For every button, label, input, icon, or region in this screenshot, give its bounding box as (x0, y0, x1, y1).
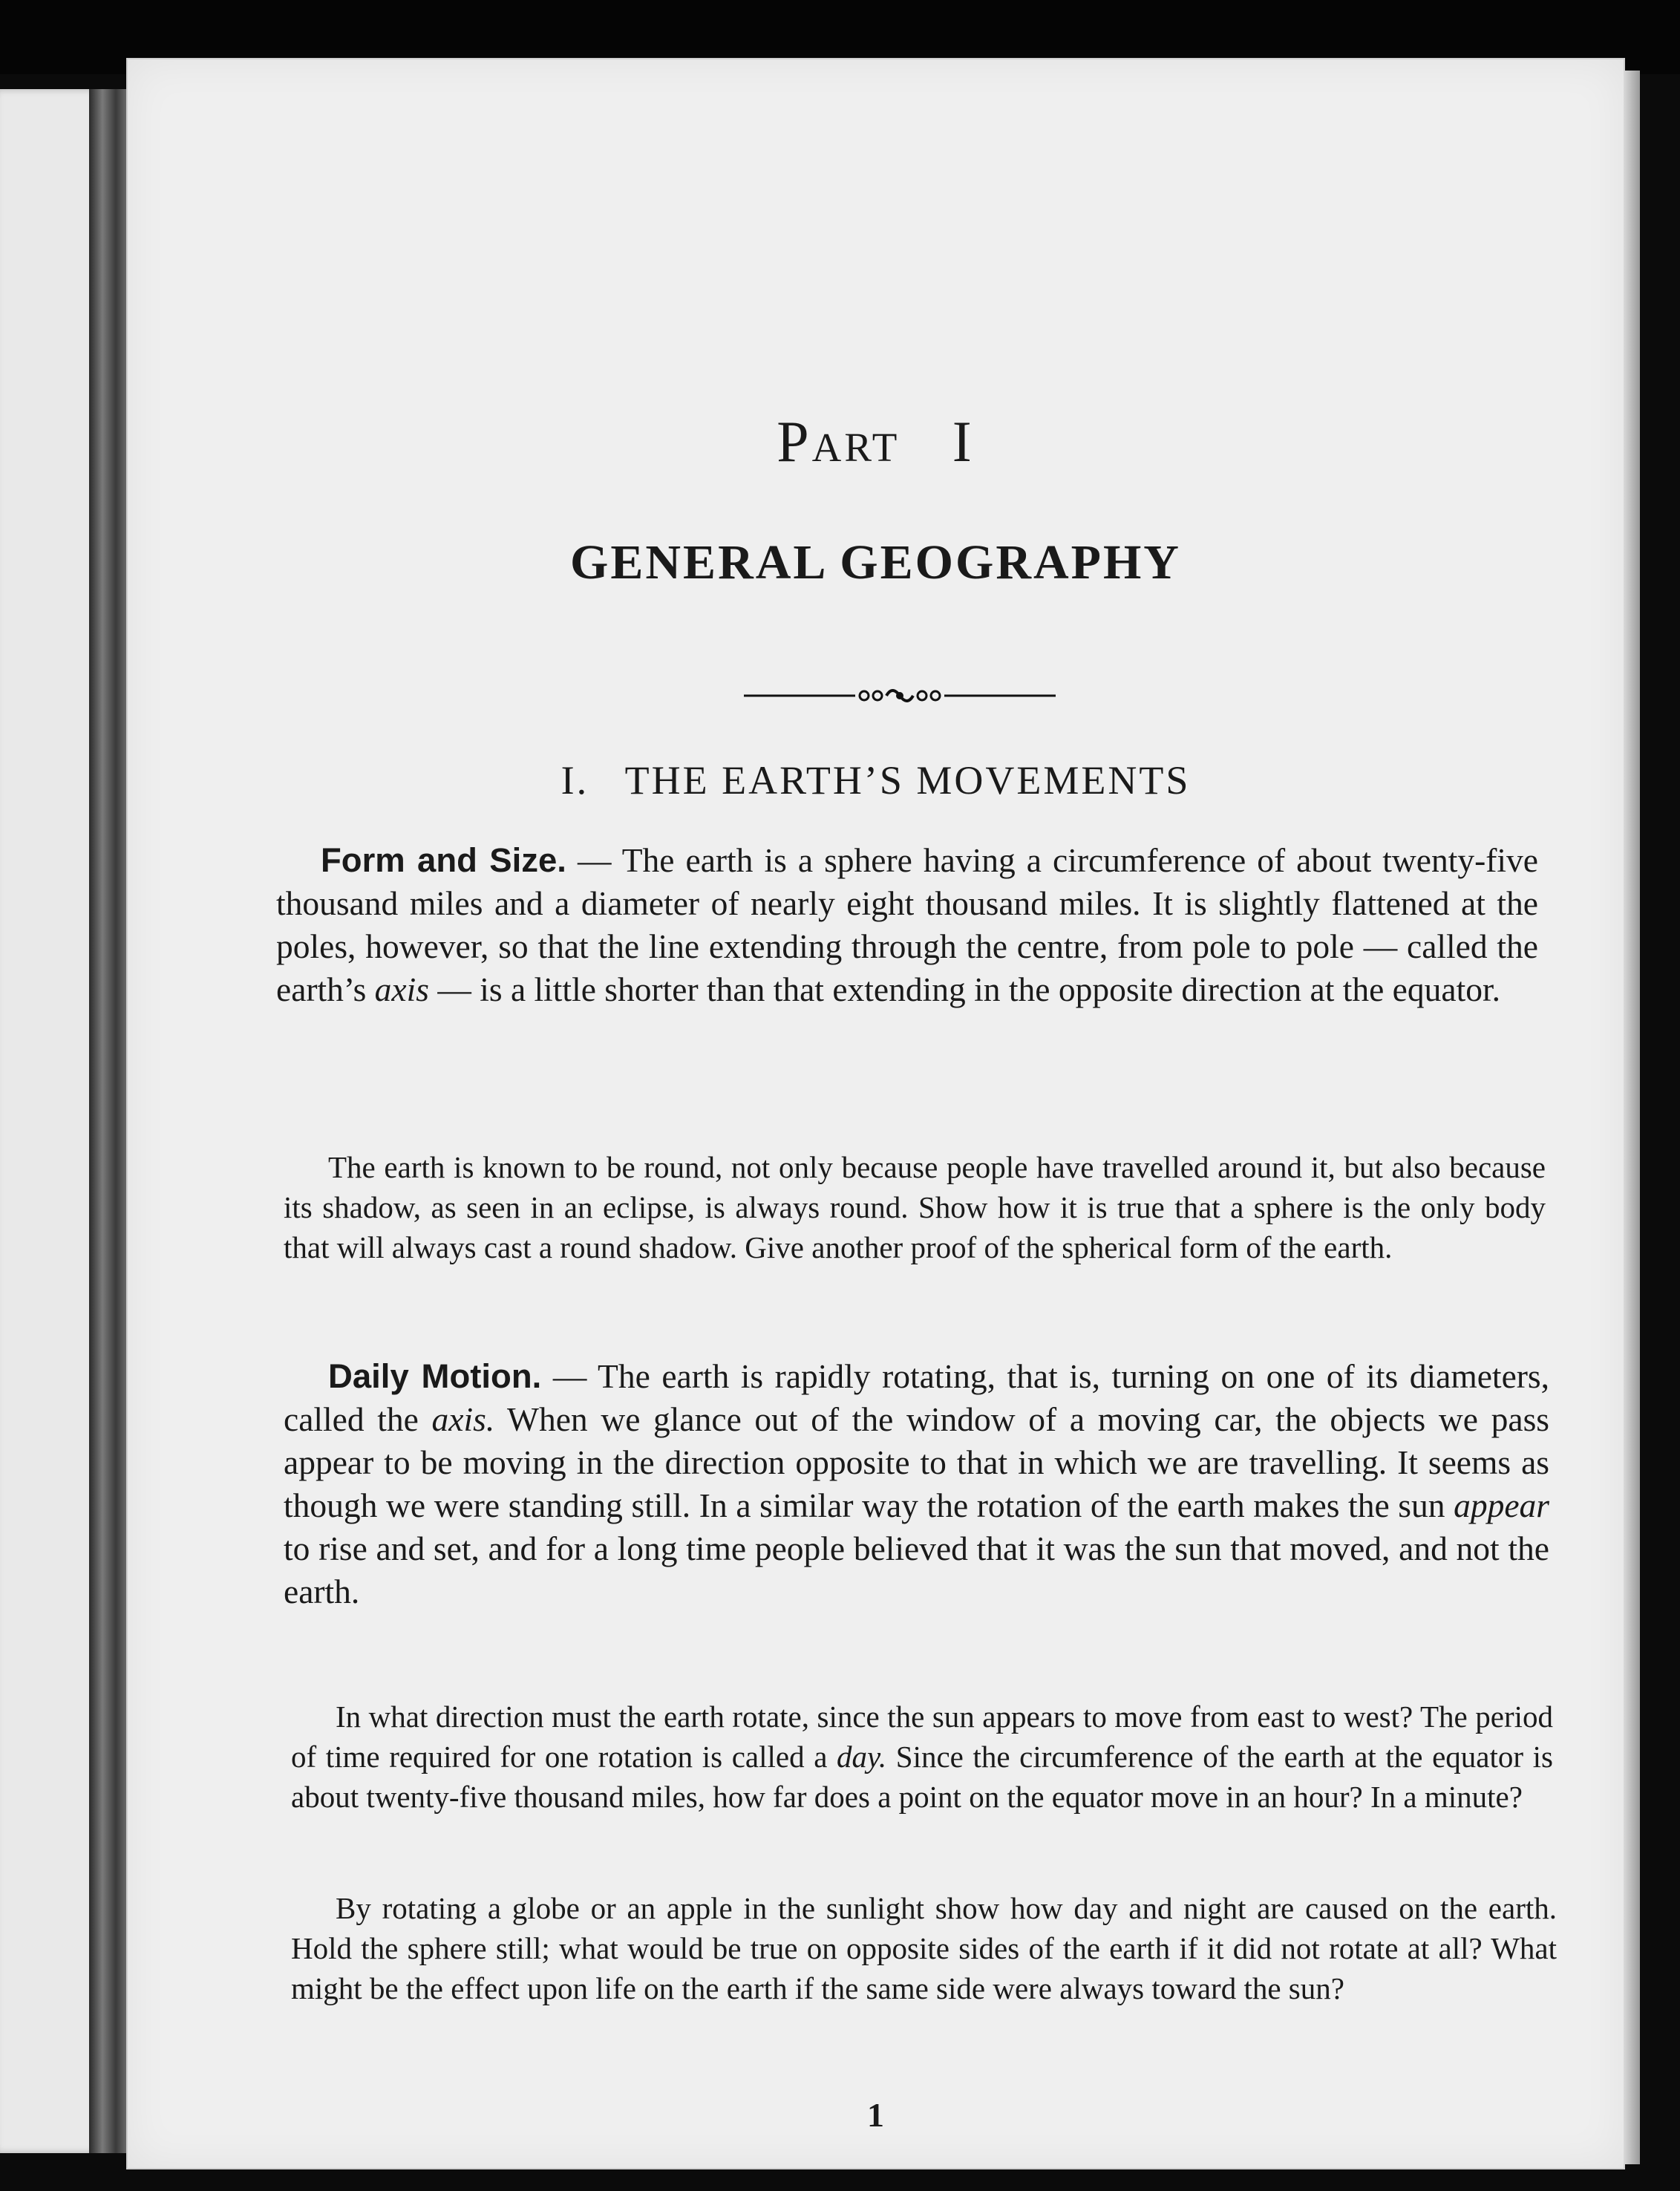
book-page (128, 59, 1624, 2168)
dash: — (566, 841, 622, 879)
daily-note-paragraph-1 (291, 1697, 1553, 1817)
page-stack-edge (1624, 71, 1640, 2164)
emphasis: day. (837, 1740, 887, 1774)
text-run: The earth is known to be round, not only because people have travelled around it, but also because its shadow, as seen in an eclipse, is always round. Show how it is true that a sphere is the only body that will always cast a round shadow. Give another proof of the spherical form of the earth. (284, 1150, 1546, 1264)
text-run: The earth is a sphere having a circumference of about twenty-five thousand miles and a diameter of nearly eight thousand miles. It is slightly flattened at the poles, however, so that the line extending through the centre, from pole to pole — called the earth’s (276, 841, 1538, 1008)
part-heading (128, 408, 1624, 475)
daily-motion-heading: Daily Motion. (328, 1357, 542, 1395)
form-and-size-heading: Form and Size. (321, 841, 566, 879)
text-run: Since the circumference of the earth at the equator is about twenty-five thousand miles, how far does a point on the equator move in an hour? In a minute? (291, 1740, 1553, 1814)
text-run: In what direction must the earth rotate, since the sun appears to move from east to west? The period of time required for one rotation is called a (291, 1699, 1553, 1774)
book-gutter (89, 89, 134, 2153)
part-numeral: I (952, 409, 975, 474)
chapter-name: THE EARTH’S MOVEMENTS (624, 758, 1191, 803)
ornament-divider-icon (744, 683, 1056, 708)
daily-motion-paragraph (284, 1355, 1549, 1613)
part-word: Part (777, 409, 901, 474)
daily-note-paragraph-2 (291, 1888, 1557, 2008)
emphasis: axis (374, 970, 429, 1008)
text-run: The earth is rapidly rotating, that is, turning on one of its diameters, called the (284, 1357, 1550, 1438)
facing-page-edge (0, 89, 100, 2153)
text-run: When we glance out of the window of a moving car, the objects we pass appear to be moving in the direction opposite to that in which we are travelling. It seems as though we were standing still. In a similar way the rotation of the earth makes the sun (284, 1400, 1549, 1524)
chapter-number: I. (560, 758, 589, 803)
page-number: 1 (867, 2096, 884, 2134)
page-subtitle: GENERAL GEOGRAPHY (570, 535, 1181, 590)
form-note-paragraph (284, 1147, 1546, 1267)
text-run: to rise and set, and for a long time people believed that it was the sun that moved, and not the earth. (284, 1529, 1549, 1610)
form-and-size-paragraph (276, 839, 1538, 1011)
text-run: — is a little shorter than that extending in the opposite direction at the equator. (428, 970, 1500, 1008)
chapter-title (128, 757, 1624, 803)
text-run: By rotating a globe or an apple in the sunlight show how day and night are caused on the earth. Hold the sphere still; what would be true on opposite sides of the earth if it did not rotate at all? What might be the effect upon life on the earth if the same side were always toward the sun? (291, 1891, 1557, 2005)
emphasis: appear (1454, 1486, 1549, 1524)
dash: — (541, 1357, 598, 1395)
emphasis: axis. (431, 1400, 495, 1438)
